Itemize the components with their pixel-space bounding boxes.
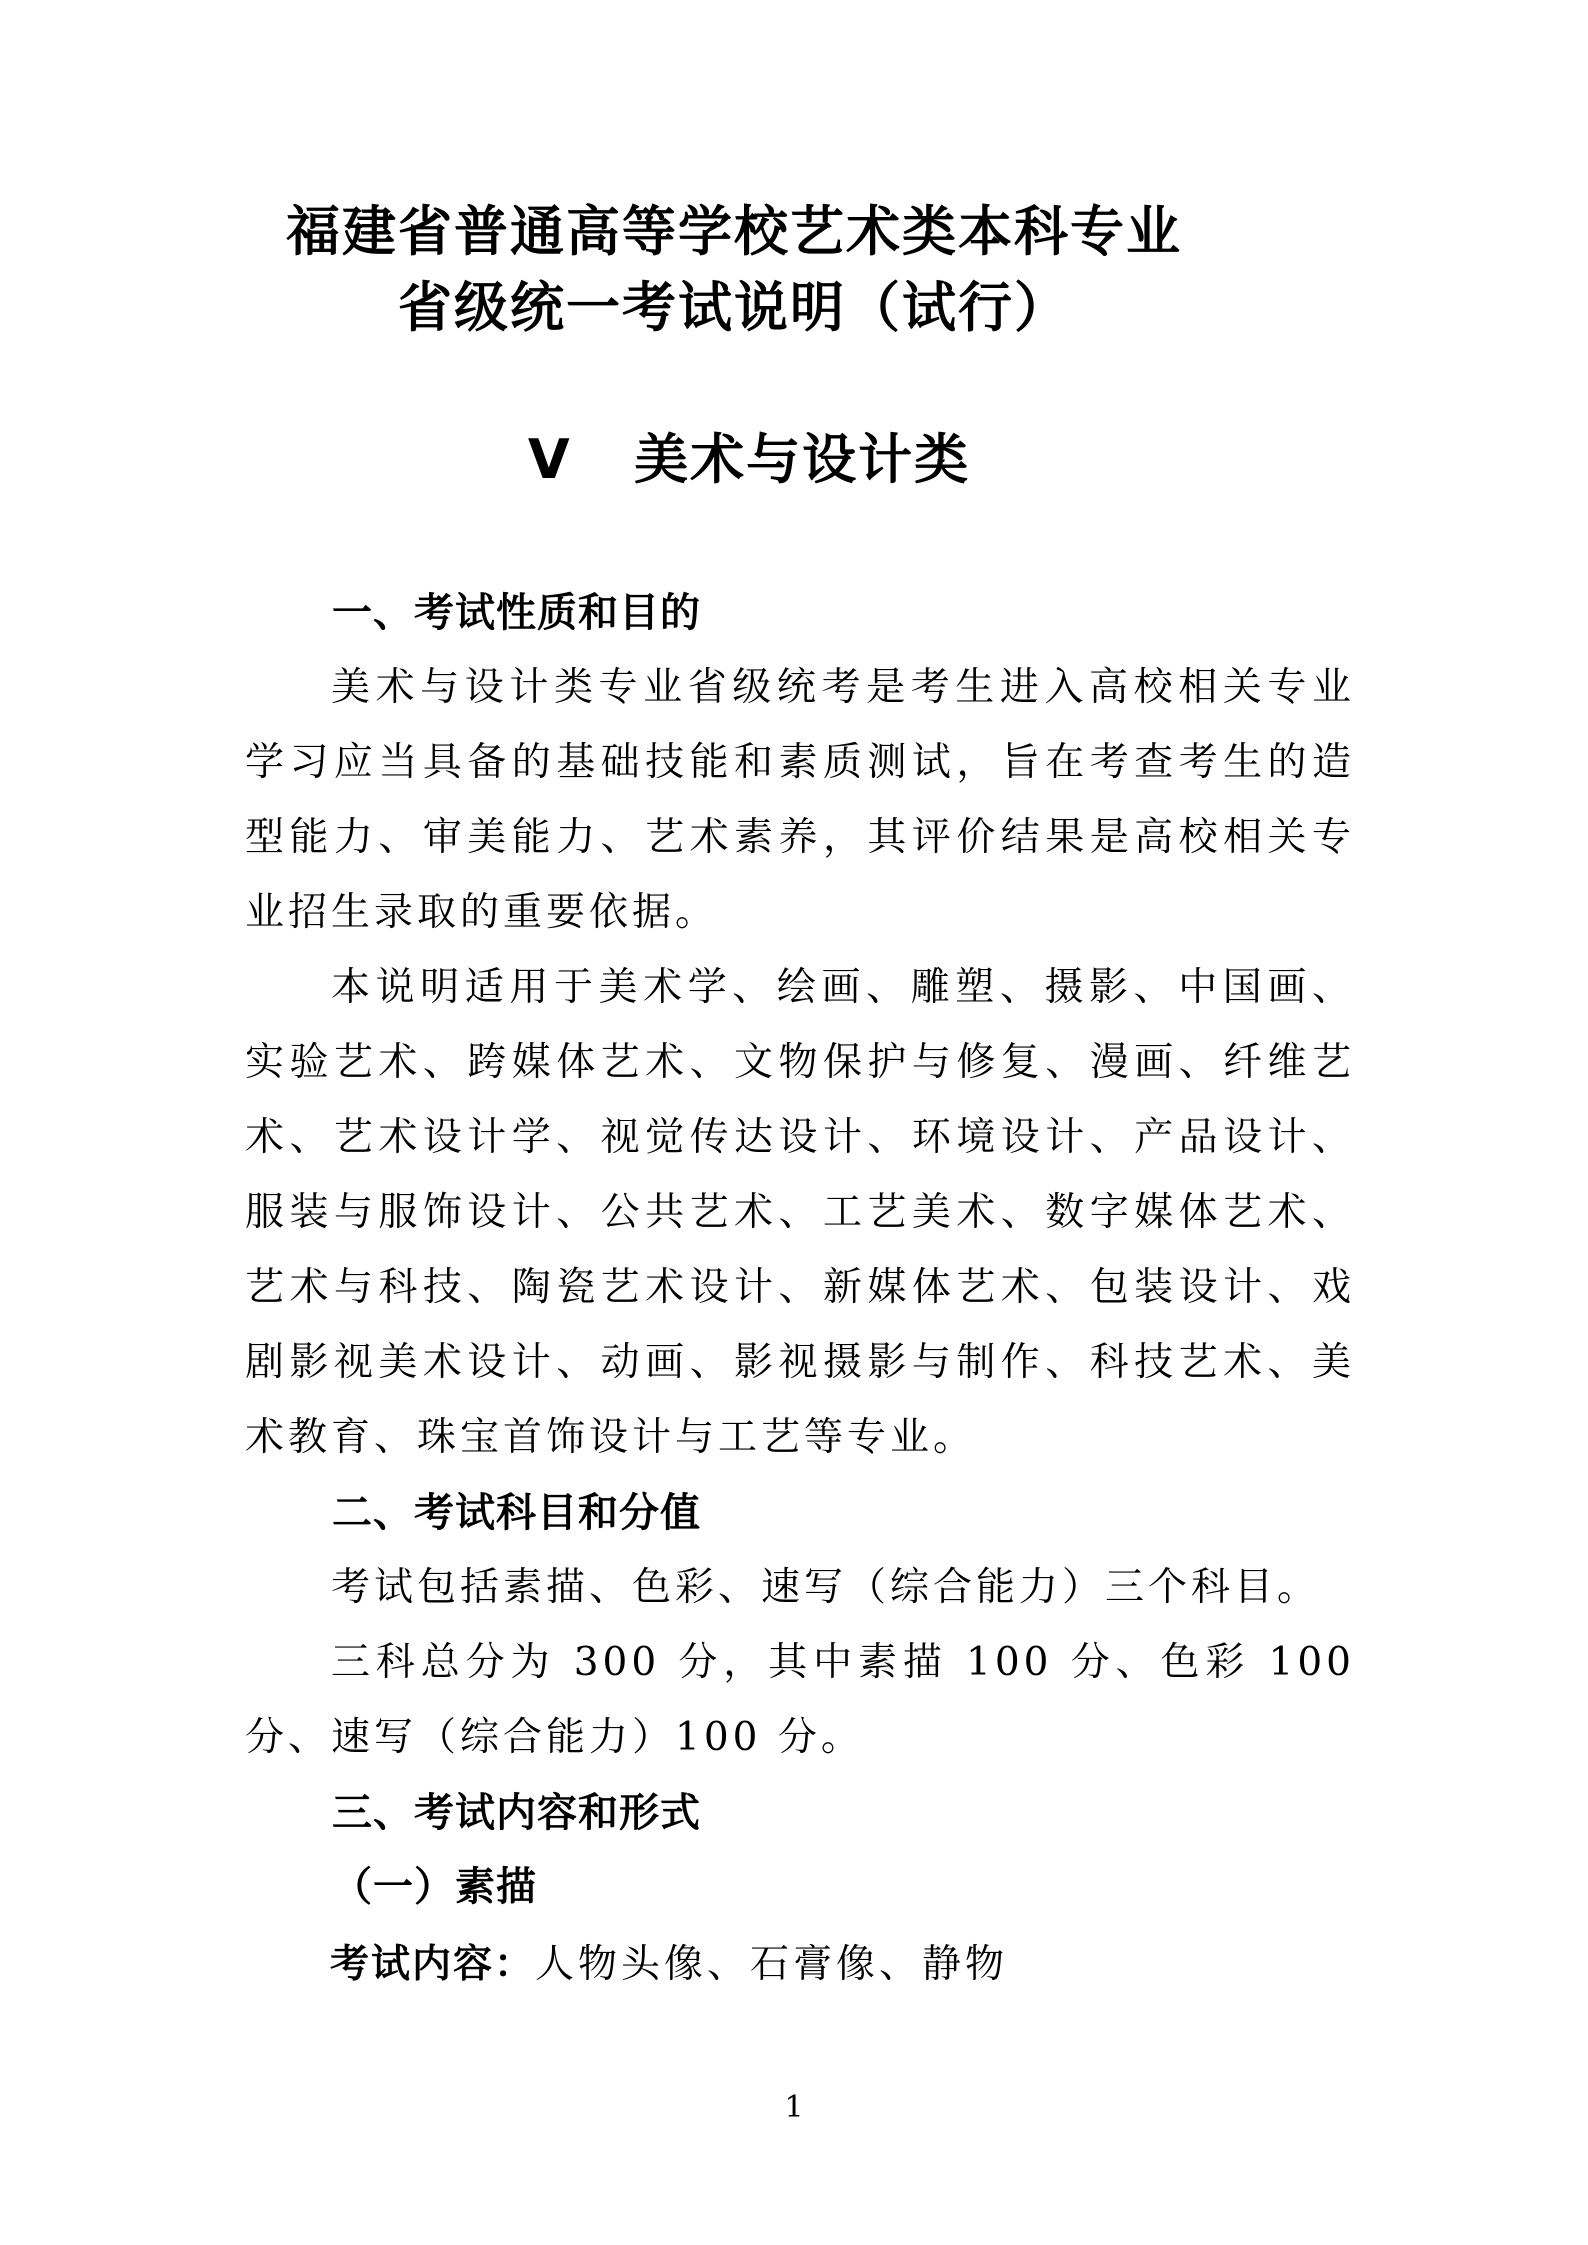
paragraph-scores: 三科总分为 300 分，其中素描 100 分、色彩 100 分、速写（综合能力）100 分。 — [245, 1640, 1355, 1760]
document-title-line-2: 省级统一考试说明（试行） — [398, 276, 1070, 339]
page-number: 1 — [784, 2090, 804, 2125]
paragraph-subjects: 考试包括素描、色彩、速写（综合能力）三个科目。 — [331, 1565, 1321, 1610]
paragraph-applicable-majors: 本说明适用于美术学、绘画、雕塑、摄影、中国画、实验艺术、跨媒体艺术、文物保护与修复、漫画、纤维艺术、艺术设计学、视觉传达设计、环境设计、产品设计、服装与服饰设计、公共艺术、工艺美术、数字媒体艺术、艺术与科技、陶瓷艺术设计、新媒体艺术、包装设计、戏剧影视美术设计、动画、影视摄影与制作、科技艺术、美术教育、珠宝首饰设计与工艺等专业。 — [245, 965, 1355, 1460]
heading-exam-content: 三、考试内容和形式 — [332, 1790, 701, 1836]
heading-exam-nature: 一、考试性质和目的 — [332, 590, 701, 636]
exam-content-label: 考试内容： — [330, 1942, 536, 1987]
exam-content-line — [330, 1940, 1008, 1990]
section-title: V 美术与设计类 — [527, 428, 971, 491]
document-title-line-1: 福建省普通高等学校艺术类本科专业 — [286, 200, 1182, 263]
heading-exam-subjects: 二、考试科目和分值 — [332, 1490, 701, 1536]
paragraph-exam-nature: 美术与设计类专业省级统考是考生进入高校相关专业学习应当具备的基础技能和素质测试，旨在考查考生的造型能力、审美能力、艺术素养，其评价结果是高校相关专业招生录取的重要依据。 — [245, 665, 1355, 935]
exam-content-value: 人物头像、石膏像、静物 — [535, 1942, 1009, 1987]
subheading-sketch: （一）素描 — [332, 1864, 537, 1910]
